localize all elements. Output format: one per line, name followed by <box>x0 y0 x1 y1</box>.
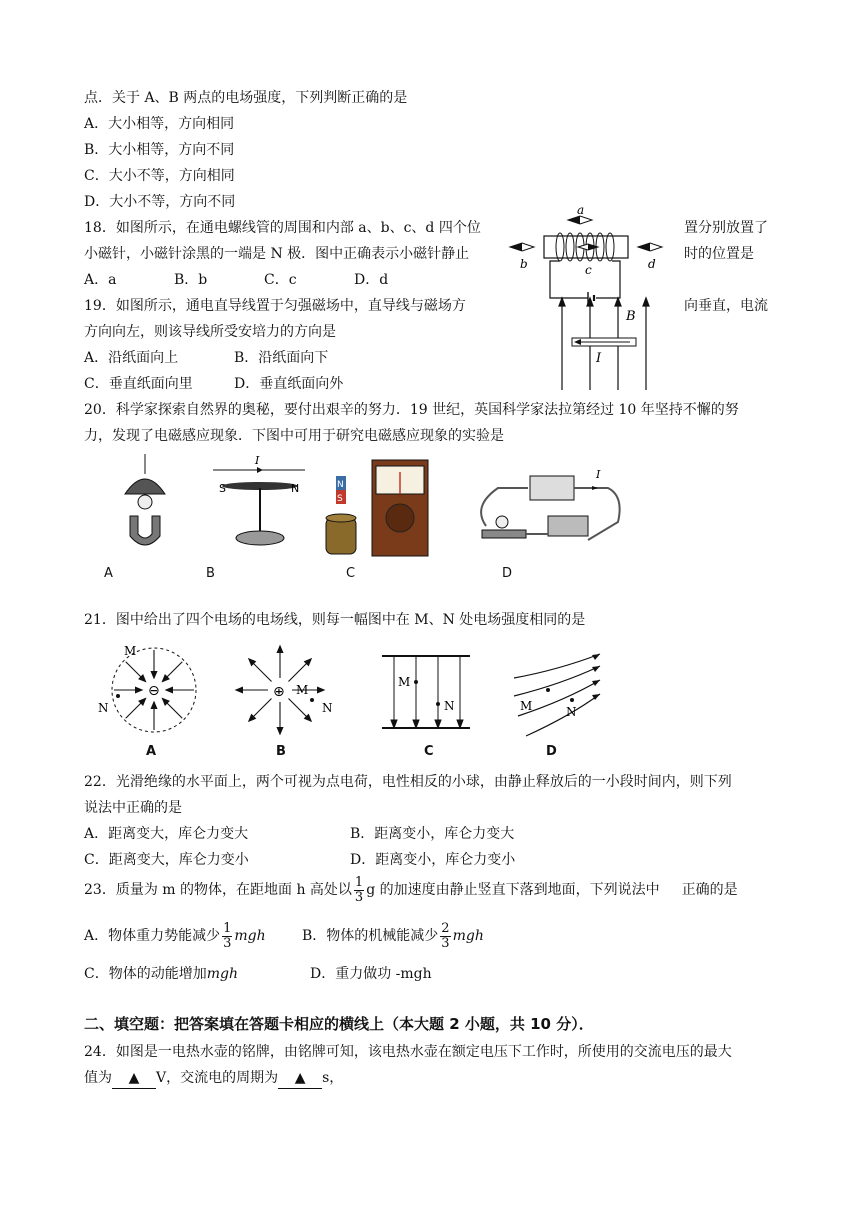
label-current-i: I <box>596 351 602 366</box>
q18-line2-right: 时的位置是 <box>684 246 754 262</box>
experiment-b-figure <box>205 454 315 554</box>
q22-option-b: B．距离变小，库仑力变大 <box>350 826 515 842</box>
q18-option-d: D．d <box>354 272 389 288</box>
q20-line2: 力，发现了电磁感应现象．下图中可用于研究电磁感应现象的实验是 <box>84 428 504 444</box>
q18-option-b: B．b <box>174 272 208 288</box>
q24-blank-1[interactable]: ▲ <box>112 1068 156 1089</box>
caption-b: B <box>206 566 215 581</box>
experiment-d-figure <box>468 466 628 550</box>
q23-option-c: C．物体的动能增加mgh <box>84 966 238 982</box>
q18-option-a: A．a <box>84 272 117 288</box>
q23-option-d: D．重力做功 -mgh <box>310 966 432 982</box>
label-c-n: N <box>444 699 455 713</box>
q17-stem: 点．关于 A、B 两点的电场强度，下列判断正确的是 <box>84 90 408 106</box>
label-b-m: M <box>296 683 309 697</box>
q23-fraction: $\frac{1}{3}$ <box>354 874 364 905</box>
label-field-b: B <box>626 309 636 324</box>
q23-part1: 23．质量为 m 的物体，在距地面 h 高处以 <box>84 882 352 898</box>
field-caption-c: C <box>424 744 434 759</box>
label-b-n: N <box>322 701 333 715</box>
field-caption-d: D <box>546 744 557 759</box>
q19-option-a: A．沿纸面向上 <box>84 350 179 366</box>
q24-line1: 24．如图是一电热水壶的铭牌，由铭牌可知，该电热水壶在额定电压下工作时，所使用的交流电压的最大 <box>84 1044 732 1060</box>
q19-line1: 19．如图所示，通电直导线置于匀强磁场中，直导线与磁场方 <box>84 298 466 314</box>
q21-line1: 21．图中给出了四个电场的电场线，则每一幅图中在 M、N 处电场强度相同的是 <box>84 612 586 628</box>
q23-option-a: A．物体重力势能减少 $\frac{1}{3}$ mgh <box>84 920 266 951</box>
q22-option-d: D．距离变小，库仑力变小 <box>350 852 516 868</box>
label-c-s: S <box>337 494 343 504</box>
q18-line1-right: 置分别放置了 <box>684 220 768 236</box>
q23-part3: 正确的是 <box>681 882 738 898</box>
field-b-figure <box>230 640 350 740</box>
label-c-n: N <box>337 480 344 490</box>
q23-part2: g 的加速度由静止竖直下落到地面，下列说法中 <box>366 882 660 898</box>
label-c-m: M <box>398 675 411 689</box>
q17-option-c: C．大小不等，方向相同 <box>84 168 235 184</box>
magnetic-field-figure <box>550 296 660 392</box>
label-b-s: S <box>219 482 226 495</box>
label-a-n: N <box>98 701 109 715</box>
q22-line2: 说法中正确的是 <box>84 800 182 816</box>
field-caption-a: A <box>146 744 157 759</box>
q22-option-a: A．距离变大，库仑力变大 <box>84 826 249 842</box>
field-c-figure <box>378 652 474 738</box>
label-a-m: M <box>124 644 137 658</box>
experiment-c-figure <box>322 458 432 558</box>
label-a: a <box>577 203 585 217</box>
q24-line2: 值为 ▲ V，交流电的周期为 ▲ s， <box>84 1068 343 1089</box>
field-d-figure <box>508 650 604 740</box>
q18-line1: 18．如图所示，在通电螺线管的周围和内部 a、b、c、d 四个位 <box>84 220 481 236</box>
caption-d: D <box>502 566 513 581</box>
q19-option-d: D．垂直纸面向外 <box>234 376 344 392</box>
field-caption-b: B <box>276 744 286 759</box>
q24-blank-2[interactable]: ▲ <box>278 1068 322 1089</box>
positive-charge: ⊕ <box>273 684 285 700</box>
experiment-a-figure <box>110 454 180 554</box>
caption-a: A <box>104 566 113 581</box>
label-d-m: M <box>520 699 533 713</box>
q23-stem <box>84 872 738 908</box>
q17-option-b: B．大小相等，方向不同 <box>84 142 235 158</box>
q17-option-a: A．大小相等，方向相同 <box>84 116 235 132</box>
q23-option-b: B．物体的机械能减少 $\frac{2}{3}$ mgh <box>302 920 484 951</box>
q17-option-d: D．大小不等，方向不同 <box>84 194 236 210</box>
caption-c: C <box>346 566 356 581</box>
q19-line2: 方向向左，则该导线所受安培力的方向是 <box>84 324 336 340</box>
q22-line1: 22．光滑绝缘的水平面上，两个可视为点电荷，电性相反的小球，由静止释放后的一小段时间内，则下列 <box>84 774 732 790</box>
section-2-heading: 二、填空题：把答案填在答题卡相应的横线上（本大题 2 小题，共 10 分）． <box>84 1015 594 1033</box>
label-d-n: N <box>566 705 577 719</box>
label-b-n: N <box>291 482 300 495</box>
label-b-current: I <box>255 454 260 467</box>
q19-line1-right: 向垂直，电流 <box>684 298 768 314</box>
q19-option-c: C．垂直纸面向里 <box>84 376 193 392</box>
q19-option-b: B．沿纸面向下 <box>234 350 329 366</box>
q18-line2: 小磁针，小磁针涂黑的一端是 N 极．图中正确表示小磁针静止 <box>84 246 470 262</box>
label-c: c <box>585 263 592 277</box>
field-a-figure <box>86 640 222 740</box>
label-d: d <box>648 257 656 271</box>
q18-option-c: C．c <box>264 272 297 288</box>
q20-line1: 20．科学家探索自然界的奥秘，要付出艰辛的努力．19 世纪，英国科学家法拉第经过 10 年坚持不懈的努 <box>84 402 739 418</box>
negative-charge: ⊖ <box>148 683 160 699</box>
q22-option-c: C．距离变大，库仑力变小 <box>84 852 249 868</box>
label-b: b <box>520 257 528 271</box>
label-d-current: I <box>596 468 601 481</box>
